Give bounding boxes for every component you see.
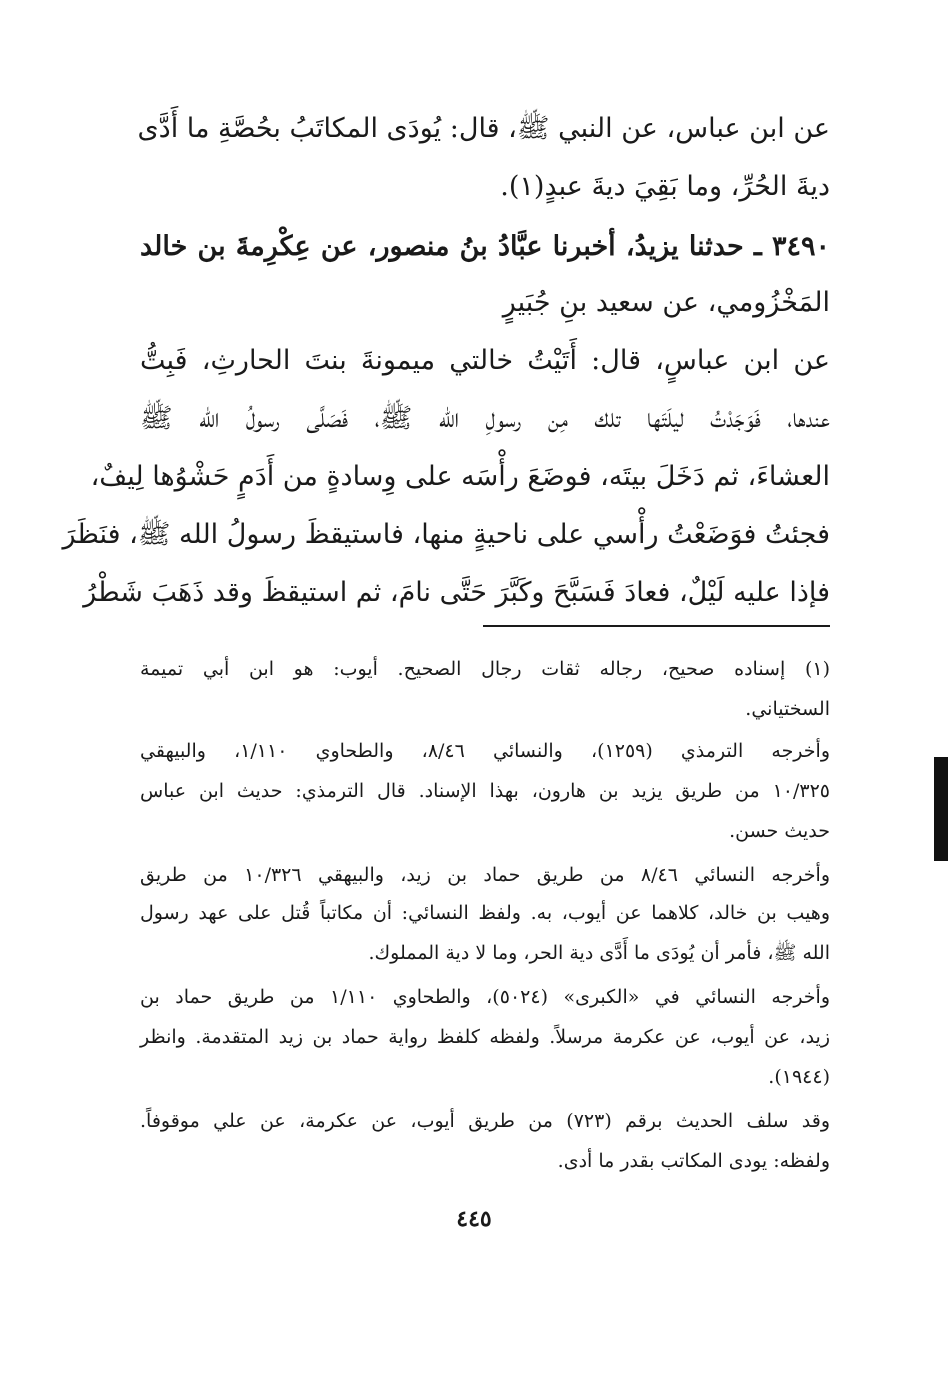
footnote-divider — [483, 625, 830, 627]
main-line: العشاءَ، ثم دَخَلَ بيتَه، فوضَعَ رأْسَه على وِسادةٍ من أَدَمٍ حَشْوُها لِيفٌ، — [90, 461, 830, 492]
footnote-line: وأخرجه النسائي في «الكبرى» (٥٠٢٤)، والطحاوي ١/١١٠ من طريق حماد بن — [140, 986, 830, 1008]
main-line: عن ابن عباس، عن النبي ﷺ، قال: يُودَى المكاتَبُ بحُصَّةِ ما أَدَّى — [137, 113, 830, 144]
footnote-line: السختياني. — [745, 698, 830, 720]
footnote-line: الله ﷺ، فأمر أن يُودَى ما أَدَّى دية الحر، وما لا دية المملوك. — [368, 942, 830, 964]
thumb-index-tab — [934, 757, 948, 861]
footnote-line: وأخرجه النسائي ٨/٤٦ من طريق حماد بن زيد، والبيهقي ١٠/٣٢٦ من طريق — [140, 864, 830, 886]
hadith-heading-line: ٣٤٩٠ ـ حدثنا يزيدُ، أخبرنا عبَّادُ بنُ منصور، عن عِكْرِمةَ بن خالد — [140, 231, 830, 262]
main-line: المَخْزُومي، عن سعيد بنِ جُبَيرٍ — [502, 287, 830, 318]
footnote-line: (١٩٤٤). — [768, 1066, 830, 1088]
main-line: فإذا عليه لَيْلٌ، فعادَ فَسَبَّحَ وكَبَّرَ حَتَّى نامَ، ثم استيقظَ وقد ذَهَبَ شَطْرُ — [83, 577, 830, 608]
main-line: ديةَ الحُرِّ، وما بَقِيَ ديةَ عبدٍ(١). — [500, 171, 830, 202]
footnote-line: حديث حسن. — [729, 820, 830, 842]
footnote-line: ١٠/٣٢٥ من طريق يزيد بن هارون، بهذا الإسناد. قال الترمذي: حديث ابن عباس — [140, 780, 830, 802]
page-number: ٤٤٥ — [456, 1206, 492, 1232]
footnote-line: (١) إسناده صحيح، رجاله ثقات رجال الصحيح. أيوب: هو ابن أبي تميمة — [140, 658, 830, 680]
main-line: عن ابن عباسٍ، قال: أَتَيْتُ خالتي ميمونةَ بنتَ الحارثِ، فَبِتُّ — [140, 345, 830, 376]
footnote-line: وأخرجه الترمذي (١٢٥٩)، والنسائي ٨/٤٦، والطحاوي ١/١١٠، والبيهقي — [140, 740, 830, 762]
footnote-line: ولفظه: يودى المكاتب بقدر ما أدى. — [557, 1150, 830, 1172]
footnote-line: زيد، عن أيوب، عن عكرمة مرسلاً. ولفظه كلفظ رواية حماد بن زيد المتقدمة. وانظر — [140, 1026, 830, 1048]
main-line: فجئتُ فوَضَعْتُ رأْسي على ناحيةٍ منها، فاستيقظَ رسولُ الله ﷺ، فنَظَرَ — [62, 519, 830, 550]
footnote-line: وهيب بن خالد، كلاهما عن أيوب، به. ولفظ النسائي: أن مكاتباً قُتل على عهد رسول — [140, 902, 830, 924]
footnote-line: وقد سلف الحديث برقم (٧٢٣) من طريق أيوب، عن عكرمة، عن علي موقوفاً. — [140, 1110, 830, 1132]
main-line: عندها، فَوَجَدْتُ ليلَتَها تلك مِن رسولِ الله ﷺ، فَصَلَّى رسولُ الله ﷺ — [140, 403, 830, 434]
